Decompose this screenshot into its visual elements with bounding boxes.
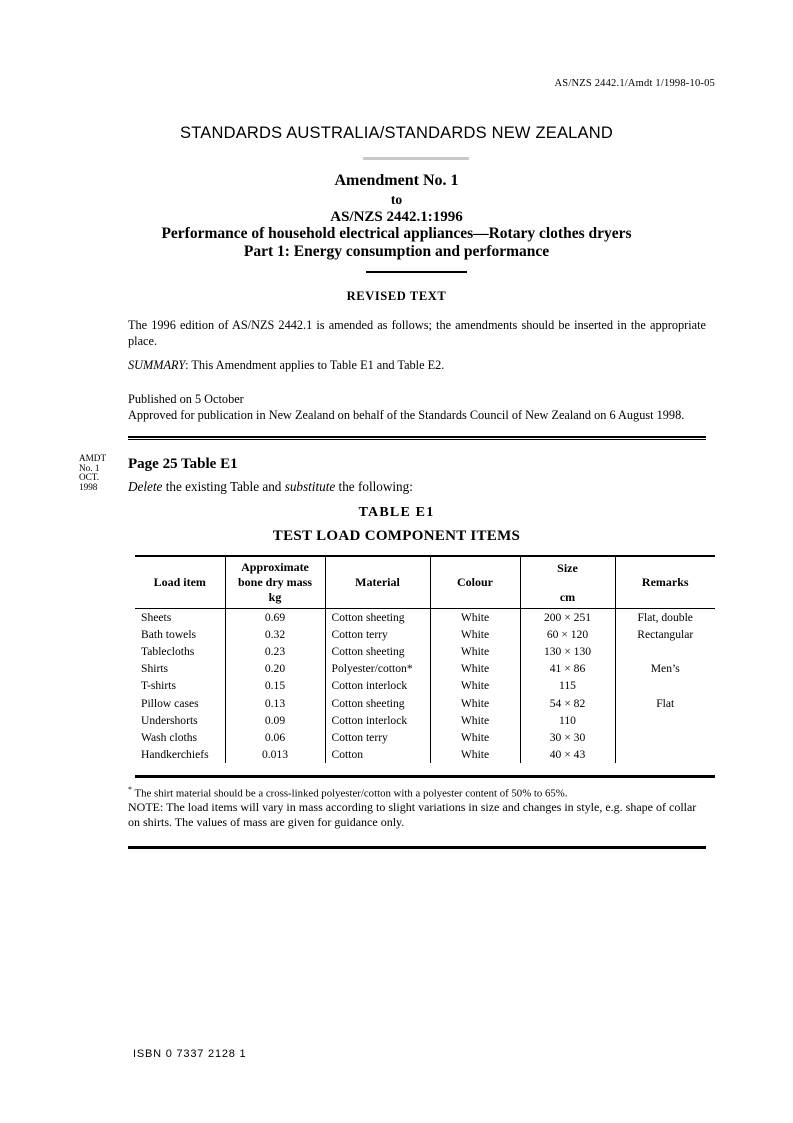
test-load-table-container [135,555,715,763]
table-caption-title: TEST LOAD COMPONENT ITEMS [272,528,521,544]
cell-remarks [615,712,715,729]
cell-mass: 0.13 [225,694,325,711]
marker-line-year: 1998 [79,481,98,492]
column-header-load-item: Load item [135,556,225,609]
cell-remarks: Rectangular [615,626,715,643]
cell-size: 30 × 30 [520,729,615,746]
table-bottom-rule [135,775,715,778]
cell-remarks [615,746,715,763]
cell-size: 41 × 86 [520,660,615,677]
cell-remarks: Men’s [615,660,715,677]
mass-header-line1: Approximate [241,560,309,574]
published-line: Published on 5 October [128,392,244,406]
cell-load-item: Tablecloths [135,643,225,660]
cell-size: 110 [520,712,615,729]
revised-text-heading: REVISED TEXT [346,289,447,303]
isbn-text: ISBN 0 7337 2128 1 [133,1048,247,1060]
marker-line-number: No. 1 [79,462,100,473]
page-table-heading: Page 25 Table E1 [128,456,238,472]
table-body [135,609,715,764]
cell-colour: White [430,694,520,711]
cell-colour: White [430,712,520,729]
cell-mass: 0.69 [225,609,325,626]
table-footnote [128,783,706,801]
standard-designation: AS/NZS 2442.1:1996 [330,209,463,225]
cell-load-item: Shirts [135,660,225,677]
cell-material: Cotton sheeting [325,694,430,711]
cell-material: Polyester/cotton* [325,660,430,677]
cell-material: Cotton interlock [325,712,430,729]
cell-colour: White [430,677,520,694]
cell-colour: White [430,660,520,677]
cell-load-item: Pillow cases [135,694,225,711]
cell-colour: White [430,746,520,763]
table-row [135,643,715,660]
table-row [135,712,715,729]
mass-header-unit: kg [268,590,282,604]
cell-load-item: Wash cloths [135,729,225,746]
section-divider-double [128,436,706,440]
cell-load-item: Handkerchiefs [135,746,225,763]
cell-colour: White [430,643,520,660]
delete-keyword: Delete [128,479,163,494]
table-header-row [135,556,715,609]
cell-mass: 0.32 [225,626,325,643]
table-caption-number: TABLE E1 [358,505,435,520]
cell-size: 60 × 120 [520,626,615,643]
amendment-to-word: to [390,192,403,207]
size-header-label: Size [557,560,578,575]
document-reference-header: AS/NZS 2442.1/Amdt 1/1998-10-05 [554,78,715,89]
table-row [135,626,715,643]
cell-remarks [615,677,715,694]
table-row [135,729,715,746]
approved-line: Approved for publication in New Zealand on behalf of the Standards Council of New Zealand on 6 August 1998. [128,407,685,422]
cell-material: Cotton sheeting [325,643,430,660]
cell-mass: 0.15 [225,677,325,694]
amendment-number: Amendment No. 1 [334,172,459,189]
marker-line-month: OCT. [79,472,99,483]
column-header-mass [225,556,325,609]
summary-paragraph [128,358,706,374]
cell-remarks: Flat, double [615,609,715,626]
cell-load-item: Sheets [135,609,225,626]
instruction-end: the following: [335,479,413,494]
cell-mass: 0.20 [225,660,325,677]
cell-size: 130 × 130 [520,643,615,660]
cell-size: 40 × 43 [520,746,615,763]
cell-colour: White [430,729,520,746]
cell-colour: White [430,609,520,626]
cell-remarks: Flat [615,694,715,711]
cell-colour: White [430,626,520,643]
table-row [135,677,715,694]
title-divider-light [363,157,469,160]
cell-mass: 0.09 [225,712,325,729]
test-load-component-items-table [135,555,715,763]
table-row [135,660,715,677]
standard-title-line2: Part 1: Energy consumption and performance [243,243,550,260]
cell-material: Cotton [325,746,430,763]
column-header-material: Material [325,556,430,609]
cell-mass: 0.06 [225,729,325,746]
cell-material: Cotton interlock [325,677,430,694]
cell-material: Cotton sheeting [325,609,430,626]
marker-line-amdt: AMDT [79,453,107,463]
footnote-marker: * [128,785,132,794]
organisation-title: STANDARDS AUSTRALIA/STANDARDS NEW ZEALAND [180,124,613,142]
cell-mass: 0.013 [225,746,325,763]
cell-size: 54 × 82 [520,694,615,711]
table-row [135,609,715,626]
cell-material: Cotton terry [325,626,430,643]
cell-load-item: Bath towels [135,626,225,643]
instruction-middle: the existing Table and [162,479,285,494]
footnote-text: The shirt material should be a cross-linked polyester/cotton with a polyester content of 50% to 65%. [132,787,568,800]
standard-title-line1: Performance of household electrical appliances—Rotary clothes dryers [161,225,632,242]
cell-remarks [615,729,715,746]
cell-load-item: T-shirts [135,677,225,694]
cell-load-item: Undershorts [135,712,225,729]
column-header-size [520,556,615,609]
column-header-colour: Colour [430,556,520,609]
summary-text: : This Amendment applies to Table E1 and Table E2. [185,358,445,372]
cell-remarks [615,643,715,660]
size-header-unit: cm [559,589,576,604]
table-row [135,746,715,763]
amendment-instruction-paragraph: The 1996 edition of AS/NZS 2442.1 is amended as follows; the amendments should be inserted in the appropriate place. [128,318,706,348]
column-header-remarks: Remarks [615,556,715,609]
title-divider-dark [366,271,467,273]
mass-header-line2: bone dry mass [237,575,312,589]
cell-size: 115 [520,677,615,694]
cell-material: Cotton terry [325,729,430,746]
publication-block [128,392,706,423]
page-bottom-rule [128,846,706,849]
summary-label: SUMMARY [128,358,186,372]
substitute-keyword: substitute [284,479,336,494]
margin-amendment-marker [79,454,124,492]
cell-size: 200 × 251 [520,609,615,626]
substitute-instruction [128,479,413,495]
table-note: NOTE: The load items will vary in mass according to slight variations in size and changes in style, e.g. shape of collar on shirts. The values of mass are given for guidance only. [128,800,697,829]
table-row [135,694,715,711]
table-header [135,556,715,609]
cell-mass: 0.23 [225,643,325,660]
